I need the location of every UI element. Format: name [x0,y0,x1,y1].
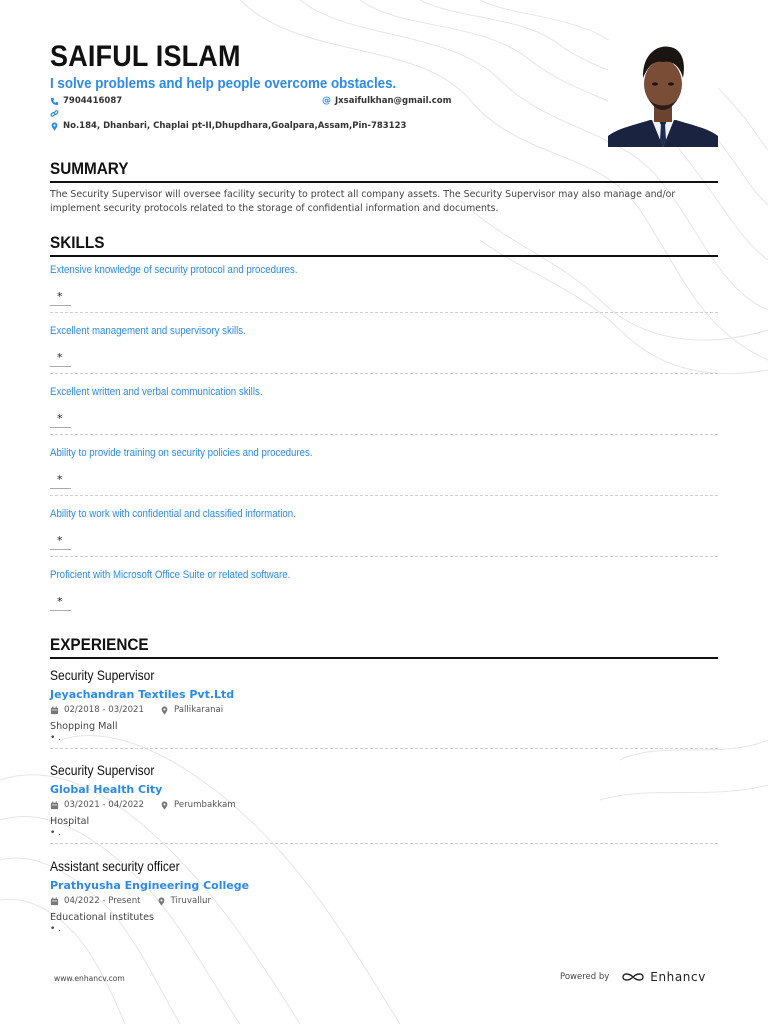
calendar-icon [50,706,59,715]
footer-brand[interactable] [560,970,706,984]
job-location: Perumbakkam [173,800,236,810]
skill-underline [50,427,71,428]
location-pin-icon [160,801,169,810]
job-description: Shopping Mall [50,721,118,732]
skill-bullet: * [57,534,63,547]
link-contact[interactable] [50,109,59,118]
skill-item [50,325,718,386]
skill-item [50,447,718,508]
powered-by-label: Powered by [560,972,610,982]
job-dates: 02/2018 - 03/2021 [64,705,144,715]
skill-label: Extensive knowledge of security protocol and procedures. [50,264,298,276]
skill-item [50,264,718,325]
skill-bullet: * [57,473,63,486]
enhancv-logo-icon [621,971,645,983]
skill-item [50,386,718,447]
calendar-icon [50,801,59,810]
job-location: Tiruvallur [170,896,211,906]
skill-label: Ability to work with confidential and classified information. [50,508,296,520]
divider [50,312,718,313]
skill-label: Excellent management and supervisory skills. [50,325,246,337]
calendar-icon [50,897,59,906]
location-pin-icon [160,706,169,715]
job-bullets: • . [50,924,62,934]
email-contact[interactable] [322,96,451,106]
skill-bullet: * [57,290,63,303]
job-bullets: • . [50,828,62,838]
job-meta [50,800,236,810]
skill-label: Excellent written and verbal communication skills. [50,386,263,398]
phone-icon [50,97,59,106]
skill-item [50,508,718,569]
phone-text: 7904416087 [63,96,123,106]
brand-text: Enhancv [650,970,706,984]
address-text: No.184, Dhanbari, Chaplai pt-II,Dhupdhara,Goalpara,Assam,Pin-783123 [63,121,407,131]
email-text: Jxsaifulkhan@gmail.com [335,96,452,106]
divider [50,556,718,557]
skill-label: Proficient with Microsoft Office Suite or related software. [50,569,291,581]
skill-underline [50,305,71,306]
job-location: Pallikaranai [173,705,224,715]
enhancv-logo [621,970,706,984]
job-meta [50,896,211,906]
divider [50,434,718,435]
summary-heading: SUMMARY [50,159,718,183]
job-title: Security Supervisor [50,762,155,778]
job-description: Hospital [50,816,90,827]
job-bullets: • . [50,733,62,743]
address-contact [50,121,406,131]
location-pin-icon [50,122,59,131]
summary-text: The Security Supervisor will oversee facility security to protect all company assets. The Security Supervisor may also manage and/or implement security protocols related to the storage of confidential information and documents. [50,189,676,214]
skill-underline [50,549,71,550]
skill-bullet: * [57,412,63,425]
footer-url[interactable]: www.enhancv.com [54,974,125,983]
skill-bullet: * [57,595,63,608]
job-dates: 04/2022 - Present [64,896,141,906]
job-title: Security Supervisor [50,667,155,683]
skills-heading: SKILLS [50,233,718,257]
skill-underline [50,610,71,611]
job-title: Assistant security officer [50,858,180,874]
profile-photo [608,40,718,147]
skill-item [50,569,718,630]
company-name: Jeyachandran Textiles Pvt.Ltd [50,688,235,701]
skill-label: Ability to provide training on security policies and procedures. [50,447,313,459]
tagline: I solve problems and help people overcome obstacles. [50,76,397,92]
divider [50,495,718,496]
job-dates: 03/2021 - 04/2022 [64,800,144,810]
skill-bullet: * [57,351,63,364]
location-pin-icon [157,897,166,906]
at-icon: @ [322,96,331,106]
job-description: Educational institutes [50,912,155,923]
divider [50,843,718,844]
skill-underline [50,366,71,367]
skill-underline [50,488,71,489]
divider [50,373,718,374]
company-name: Prathyusha Engineering College [50,879,250,892]
divider [50,748,718,749]
phone-contact[interactable] [50,96,122,106]
company-name: Global Health City [50,783,163,796]
experience-heading: EXPERIENCE [50,635,718,659]
link-icon [50,109,59,118]
job-meta [50,705,223,715]
candidate-name: SAIFUL ISLAM [50,40,241,73]
